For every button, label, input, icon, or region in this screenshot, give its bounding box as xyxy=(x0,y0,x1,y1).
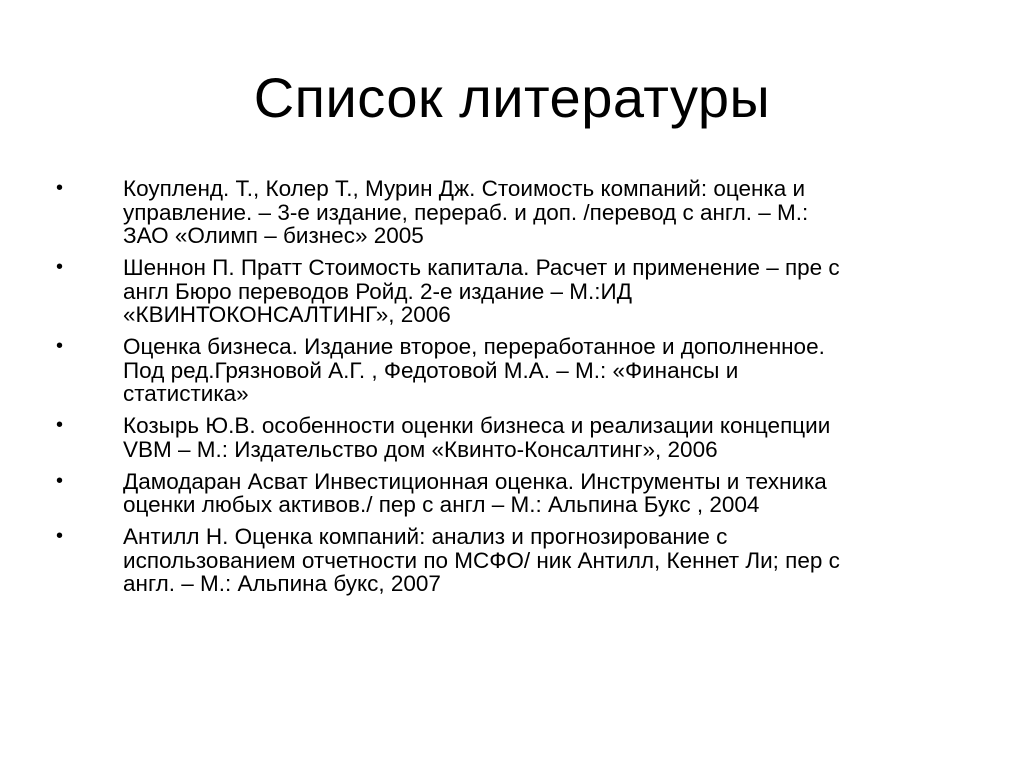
reference-line: Дамодаран Асват Инвестиционная оценка. Инструменты и техника xyxy=(123,468,827,494)
reference-line: Козырь Ю.В. особенности оценки бизнеса и реализации концепции xyxy=(123,413,831,438)
reference-line: использованием отчетности по МСФО/ ник Антилл, Кеннет Ли; пер с xyxy=(123,547,840,573)
reference-line: Оценка бизнеса. Издание второе, переработанное и дополненное. xyxy=(123,334,825,359)
reference-item xyxy=(56,256,976,327)
reference-item xyxy=(56,177,976,248)
reference-line: «КВИНТОКОНСАЛТИНГ», 2006 xyxy=(123,302,451,327)
reference-line: ЗАО «Олимп – бизнес» 2005 xyxy=(123,223,424,248)
reference-line: управление. – 3-е издание, перераб. и доп. /перевод с англ. – М.: xyxy=(123,199,809,225)
reference-item xyxy=(56,335,976,406)
slide-title: Список литературы xyxy=(253,66,771,129)
bullet-icon: • xyxy=(56,177,64,199)
bullet-icon: • xyxy=(56,414,64,436)
reference-line: Коупленд. Т., Колер Т., Мурин Дж. Стоимость компаний: оценка и xyxy=(123,176,806,201)
reference-line: англ. – М.: Альпина букс, 2007 xyxy=(123,571,441,596)
reference-item xyxy=(56,470,976,517)
reference-line: Антилл Н. Оценка компаний: анализ и прогнозирование с xyxy=(123,524,728,549)
reference-line: Шеннон П. Пратт Стоимость капитала. Расчет и применение – пре с xyxy=(123,255,840,280)
reference-item xyxy=(56,525,976,596)
bullet-icon: • xyxy=(56,256,64,278)
bullet-icon: • xyxy=(56,525,64,547)
reference-line: англ Бюро переводов Ройд. 2-е издание – М.:ИД xyxy=(123,278,632,304)
reference-item xyxy=(56,414,976,461)
reference-line: VBM – М.: Издательство дом «Квинто-Консалтинг», 2006 xyxy=(123,436,718,462)
reference-line: оценки любых активов./ пер с англ – М.: Альпина Букс , 2004 xyxy=(123,492,760,517)
reference-line: статистика» xyxy=(123,381,249,406)
bullet-icon: • xyxy=(56,469,64,492)
reference-line: Под ред.Грязновой А.Г. , Федотовой М.А. – М.: «Финансы и xyxy=(123,357,739,383)
references-list xyxy=(56,177,976,604)
bullet-icon: • xyxy=(56,335,64,357)
